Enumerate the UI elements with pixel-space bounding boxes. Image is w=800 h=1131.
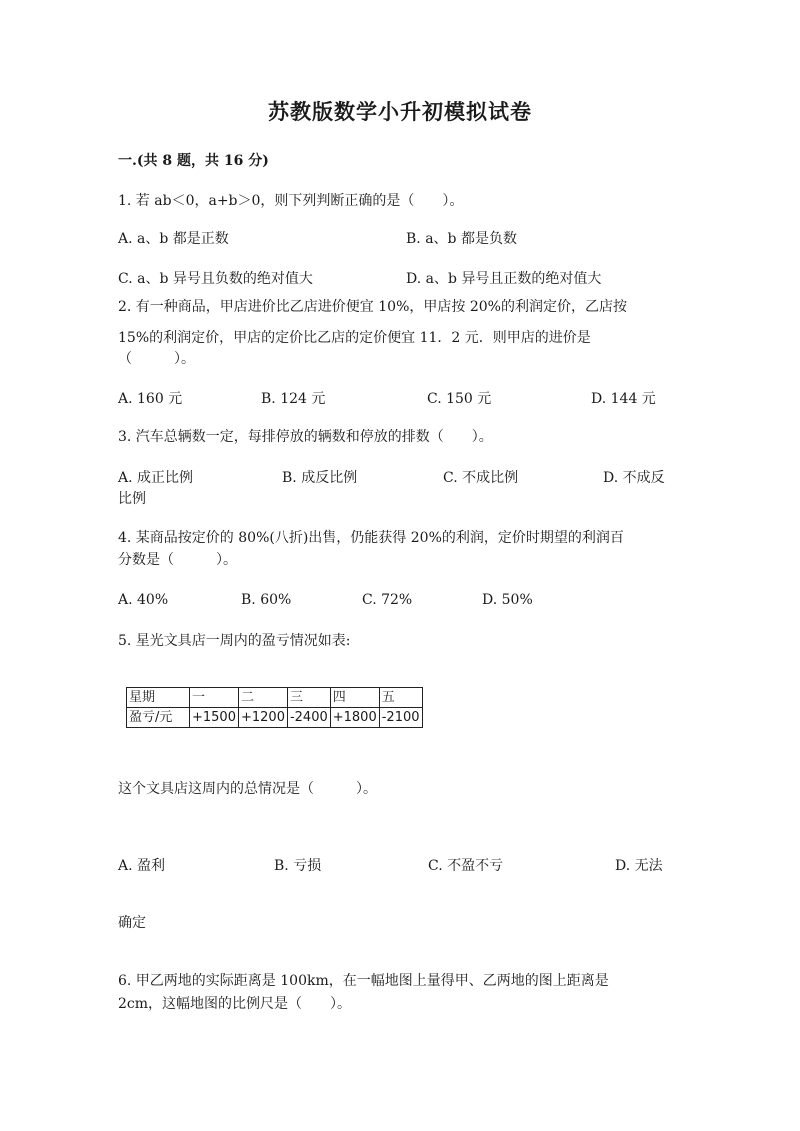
question-4-option-b: B. 60% — [241, 592, 292, 608]
table-cell: -2100 — [379, 708, 422, 728]
question-2-option-c: C. 150 元 — [427, 391, 492, 407]
table-header-cell: 四 — [330, 688, 379, 708]
question-5-option-d: D. 无法 — [615, 858, 663, 874]
question-5-question: 这个文具店这周内的总情况是（ ）。 — [118, 781, 377, 797]
table-header-cell: 三 — [287, 688, 330, 708]
question-4-stem-line2: 分数是（ ）。 — [118, 552, 237, 568]
question-4-option-d: D. 50% — [482, 592, 533, 608]
question-2-option-d: D. 144 元 — [591, 391, 656, 407]
profit-loss-table — [126, 687, 423, 728]
table-header-cell: 星期 — [127, 688, 190, 708]
question-3-option-d-wrap: 比例 — [118, 491, 146, 507]
question-2-option-a: A. 160 元 — [118, 391, 183, 407]
table-header-cell: 一 — [190, 688, 239, 708]
question-6-stem-line2: 2cm，这幅地图的比例尺是（ ）。 — [118, 996, 352, 1012]
table-cell: +1200 — [238, 708, 287, 728]
question-4-stem-line1: 4. 某商品按定价的 80%(八折)出售，仍能获得 20%的利润，定价时期望的利润百 — [118, 530, 624, 546]
question-1-option-b: B. a、b 都是负数 — [406, 231, 517, 247]
table-header-cell: 二 — [238, 688, 287, 708]
table-cell: 盈亏/元 — [127, 708, 190, 728]
table-cell: -2400 — [287, 708, 330, 728]
question-5-option-c: C. 不盈不亏 — [428, 858, 504, 874]
question-3-option-a: A. 成正比例 — [118, 470, 194, 486]
question-3-option-b: B. 成反比例 — [282, 470, 358, 486]
table-row — [127, 688, 423, 708]
question-3-stem: 3. 汽车总辆数一定，每排停放的辆数和停放的排数（ ）。 — [118, 429, 493, 445]
question-1-option-d: D. a、b 异号且正数的绝对值大 — [406, 271, 602, 287]
question-1-option-a: A. a、b 都是正数 — [118, 231, 229, 247]
question-2-stem-line1: 2. 有一种商品，甲店进价比乙店进价便宜 10%，甲店按 20%的利润定价，乙店按 — [118, 299, 627, 315]
table-header-cell: 五 — [379, 688, 422, 708]
table-row — [127, 708, 423, 728]
question-2-option-b: B. 124 元 — [261, 391, 326, 407]
table-cell: +1800 — [330, 708, 379, 728]
question-5-option-b: B. 亏损 — [274, 858, 322, 874]
question-2-stem-line2: 15%的利润定价，甲店的定价比乙店的定价便宜 11．2 元．则甲店的进价是 — [118, 330, 591, 346]
question-2-stem-line3: （ ）。 — [118, 351, 195, 367]
question-4-option-a: A. 40% — [118, 592, 169, 608]
section-heading: 一.(共 8 题，共 16 分) — [118, 153, 269, 169]
question-4-option-c: C. 72% — [362, 592, 413, 608]
question-1-stem: 1. 若 ab＜0，a+b＞0，则下列判断正确的是（ ）。 — [118, 193, 464, 209]
table-cell: +1500 — [190, 708, 239, 728]
question-3-option-d: D. 不成反 — [603, 470, 665, 486]
question-5-stem: 5. 星光文具店一周内的盈亏情况如表: — [118, 633, 351, 649]
question-3-option-c: C. 不成比例 — [443, 470, 519, 486]
question-6-stem-line1: 6. 甲乙两地的实际距离是 100km，在一幅地图上量得甲、乙两地的图上距离是 — [118, 973, 609, 989]
page-title: 苏教版数学小升初模拟试卷 — [268, 99, 532, 124]
question-5-option-d-wrap: 确定 — [118, 915, 146, 931]
question-1-option-c: C. a、b 异号且负数的绝对值大 — [118, 271, 313, 287]
question-5-option-a: A. 盈利 — [118, 858, 166, 874]
